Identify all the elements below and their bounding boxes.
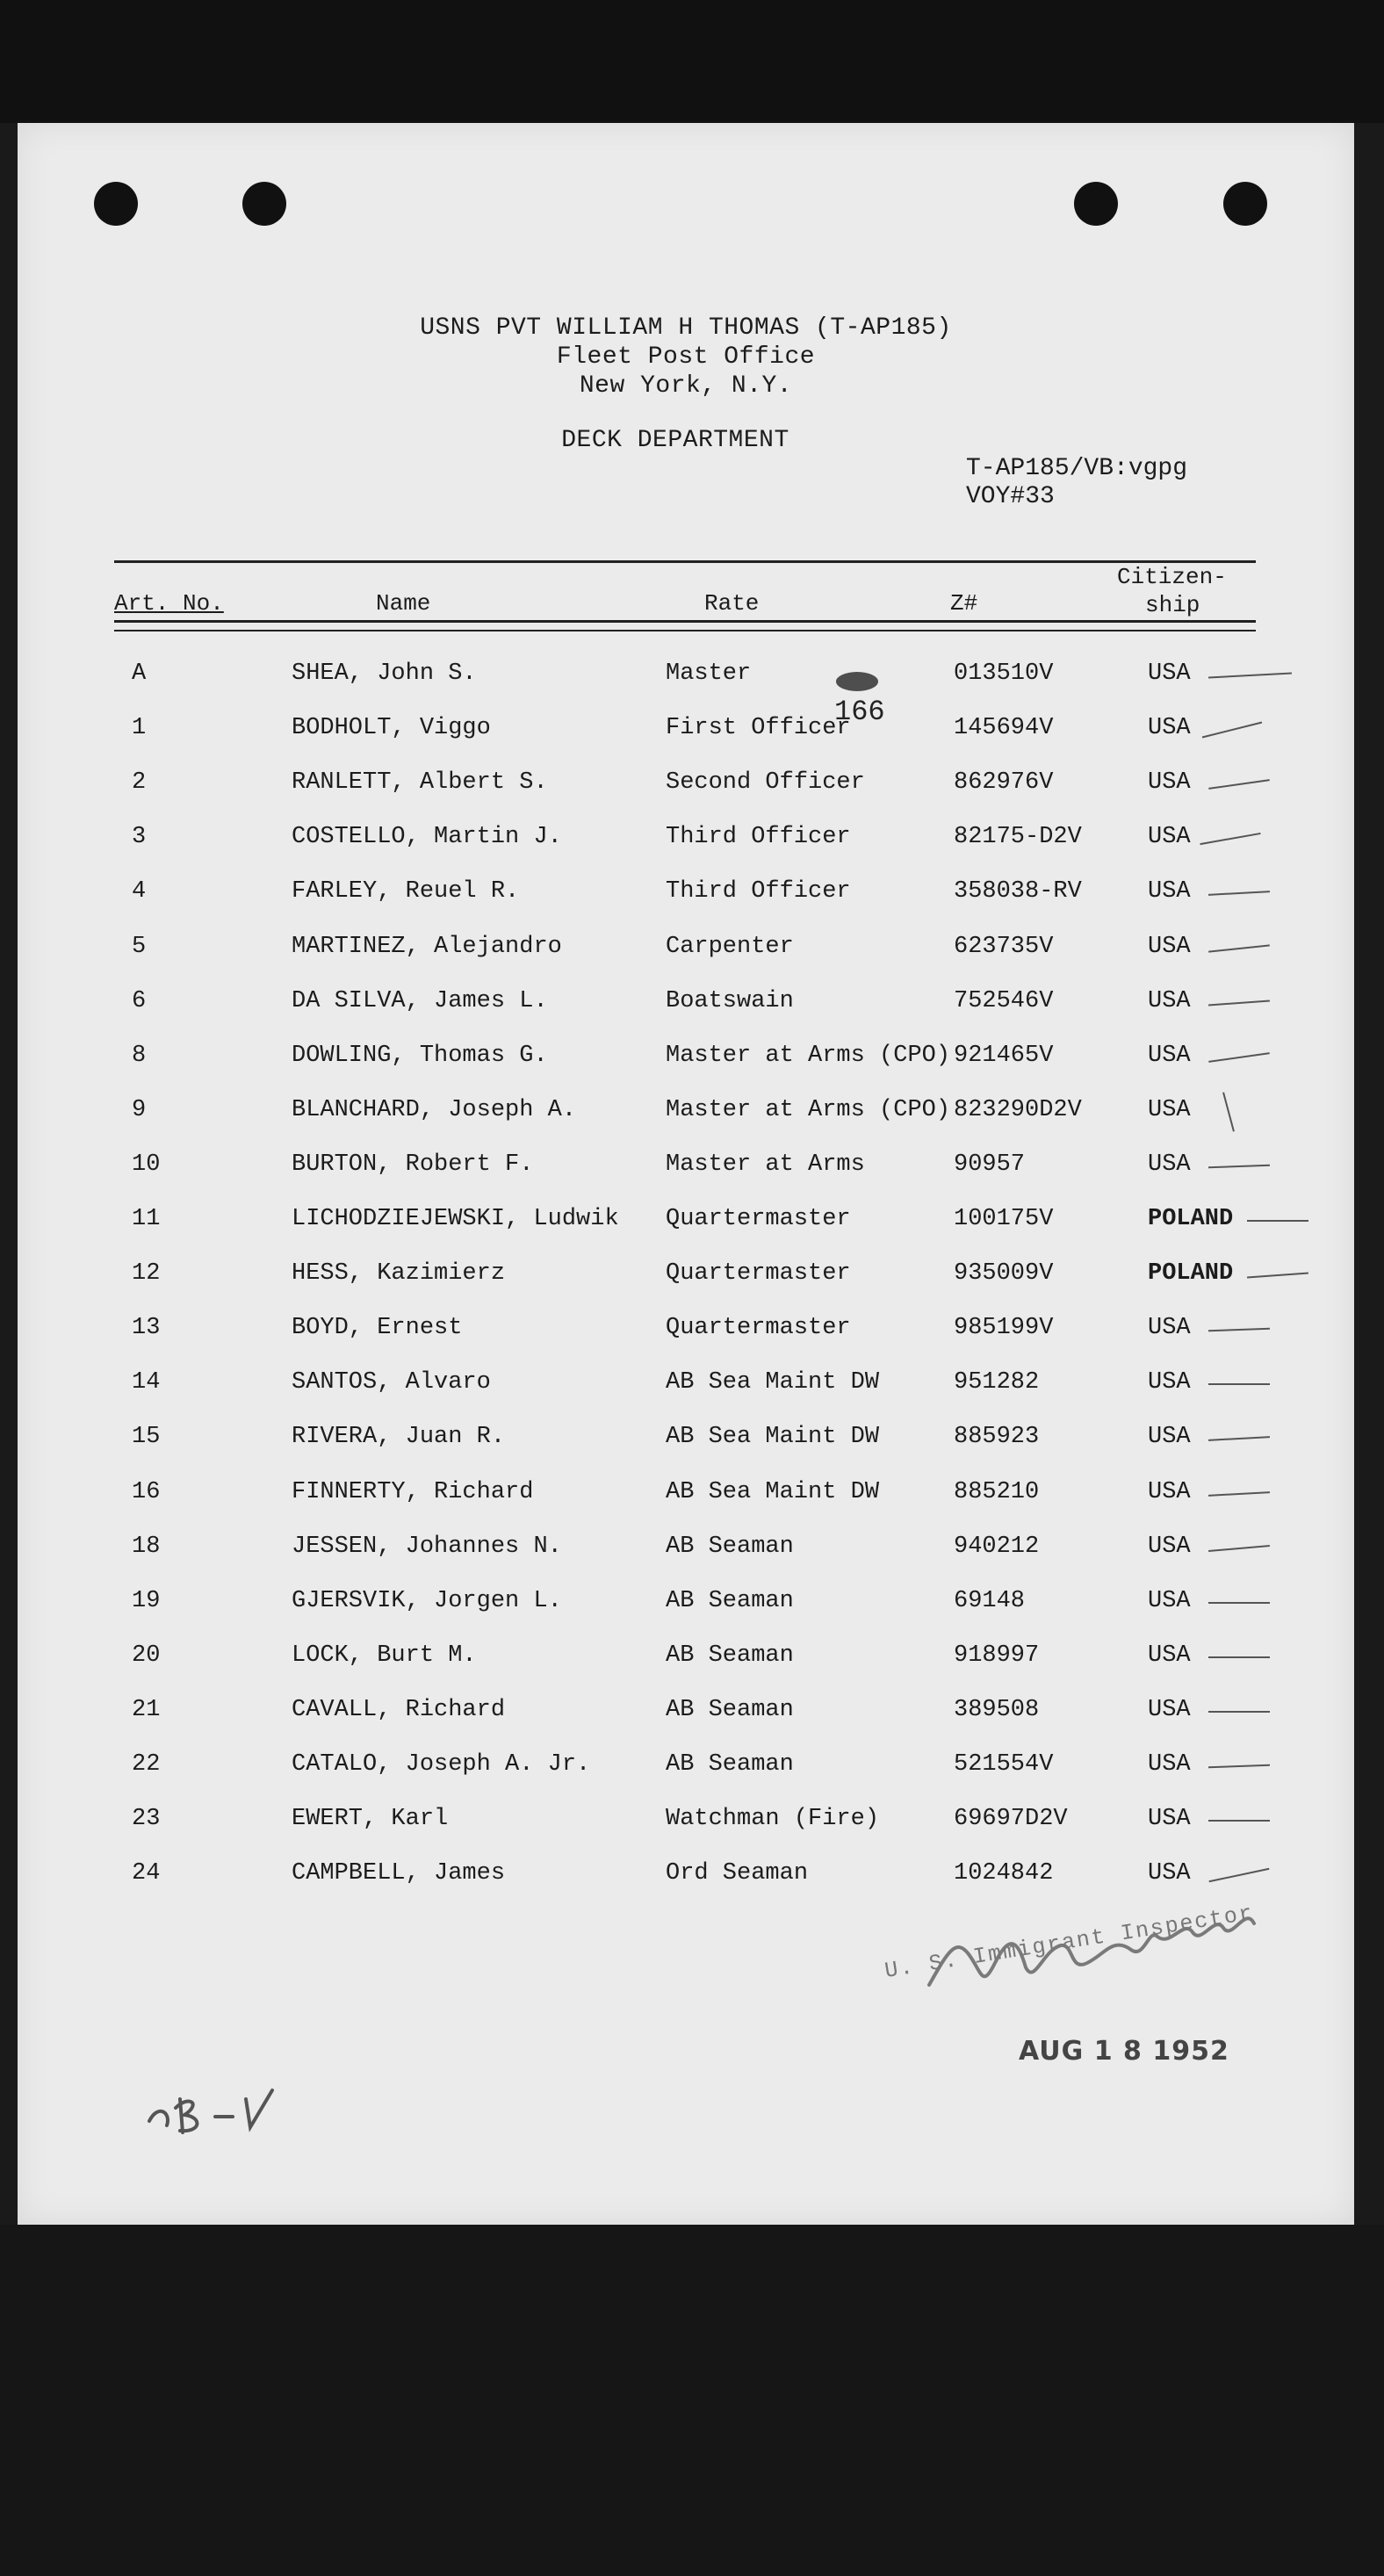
table-cell-citizenship: USA bbox=[1148, 1806, 1191, 1832]
page-number-annotation: 166 bbox=[834, 696, 885, 728]
table-cell-citizenship: USA bbox=[1148, 1697, 1191, 1723]
table-cell-z-number: 935009V bbox=[954, 1260, 1054, 1287]
table-cell-citizenship: USA bbox=[1148, 1097, 1191, 1123]
city: New York, N.Y. bbox=[579, 372, 793, 400]
table-cell-z-number: 90957 bbox=[954, 1151, 1026, 1178]
table-cell-art-no: 22 bbox=[132, 1751, 161, 1778]
table-cell-name: MARTINEZ, Alejandro bbox=[292, 934, 562, 960]
table-header-rule bbox=[114, 630, 1256, 631]
table-cell-name: RANLETT, Albert S. bbox=[292, 769, 548, 796]
table-cell-name: CAVALL, Richard bbox=[292, 1697, 506, 1723]
table-cell-citizenship: USA bbox=[1148, 1860, 1191, 1887]
table-cell-z-number: 885210 bbox=[954, 1479, 1040, 1505]
table-cell-rate: Master at Arms (CPO) bbox=[666, 1043, 951, 1069]
table-cell-rate: AB Sea Maint DW bbox=[666, 1369, 880, 1396]
table-cell-citizenship: USA bbox=[1148, 934, 1191, 960]
table-header-rule bbox=[114, 620, 1256, 623]
table-cell-citizenship: USA bbox=[1148, 1424, 1191, 1450]
column-header-citizenship: ship bbox=[1145, 592, 1200, 618]
check-mark bbox=[1208, 1602, 1270, 1604]
table-cell-citizenship: USA bbox=[1148, 1369, 1191, 1396]
table-cell-name: FINNERTY, Richard bbox=[292, 1479, 534, 1505]
check-mark bbox=[1208, 1491, 1270, 1497]
post-office: Fleet Post Office bbox=[556, 343, 816, 371]
table-cell-name: LOCK, Burt M. bbox=[292, 1642, 477, 1669]
table-cell-rate: AB Sea Maint DW bbox=[666, 1479, 880, 1505]
table-cell-rate: Third Officer bbox=[666, 878, 851, 905]
table-cell-citizenship: USA bbox=[1148, 988, 1191, 1014]
check-mark bbox=[1208, 1052, 1270, 1063]
check-mark bbox=[1208, 1436, 1270, 1441]
check-mark bbox=[1208, 673, 1292, 679]
ink-blot bbox=[836, 672, 878, 691]
scan-border-top bbox=[0, 0, 1384, 123]
table-cell-name: HESS, Kazimierz bbox=[292, 1260, 506, 1287]
punch-hole-icon bbox=[1223, 182, 1267, 226]
column-header-z: Z# bbox=[950, 590, 978, 617]
table-cell-art-no: A bbox=[132, 660, 147, 687]
table-cell-name: BOYD, Ernest bbox=[292, 1315, 463, 1341]
punch-hole-icon bbox=[242, 182, 286, 226]
table-cell-name: COSTELLO, Martin J. bbox=[292, 824, 562, 850]
table-cell-z-number: 862976V bbox=[954, 769, 1054, 796]
stamp-date: AUG 1 8 1952 bbox=[1019, 2036, 1229, 2067]
table-cell-z-number: 358038-RV bbox=[954, 878, 1082, 905]
inspector-stamp: U. S. Immigrant Inspector bbox=[883, 1900, 1256, 1984]
table-top-rule bbox=[114, 560, 1256, 563]
table-cell-art-no: 18 bbox=[132, 1533, 161, 1560]
check-mark bbox=[1208, 1545, 1270, 1552]
table-cell-rate: Quartermaster bbox=[666, 1206, 851, 1232]
table-cell-citizenship: USA bbox=[1148, 1751, 1191, 1778]
table-cell-rate: Carpenter bbox=[666, 934, 794, 960]
table-cell-art-no: 12 bbox=[132, 1260, 161, 1287]
check-mark bbox=[1247, 1220, 1308, 1222]
table-cell-citizenship: USA bbox=[1148, 1043, 1191, 1069]
check-mark bbox=[1208, 1764, 1270, 1768]
check-mark bbox=[1208, 891, 1270, 896]
scan-border-bottom bbox=[0, 2225, 1384, 2576]
table-cell-citizenship: USA bbox=[1148, 1151, 1191, 1178]
table-cell-citizenship: POLAND bbox=[1148, 1260, 1234, 1287]
table-cell-name: SHEA, John S. bbox=[292, 660, 477, 687]
check-mark bbox=[1247, 1273, 1308, 1279]
department-title: DECK DEPARTMENT bbox=[561, 427, 789, 454]
table-cell-art-no: 1 bbox=[132, 715, 147, 741]
punch-hole-icon bbox=[94, 182, 138, 226]
table-cell-rate: Third Officer bbox=[666, 824, 851, 850]
table-cell-name: RIVERA, Juan R. bbox=[292, 1424, 506, 1450]
table-cell-rate: Master at Arms bbox=[666, 1151, 865, 1178]
table-cell-z-number: 940212 bbox=[954, 1533, 1040, 1560]
table-cell-art-no: 21 bbox=[132, 1697, 161, 1723]
table-cell-rate: Watchman (Fire) bbox=[666, 1806, 880, 1832]
table-cell-rate: AB Sea Maint DW bbox=[666, 1424, 880, 1450]
table-cell-citizenship: USA bbox=[1148, 1642, 1191, 1669]
table-cell-art-no: 2 bbox=[132, 769, 147, 796]
document-page bbox=[18, 123, 1354, 2225]
column-header-name: Name bbox=[376, 590, 431, 617]
check-mark bbox=[1209, 1868, 1270, 1883]
handwritten-mark bbox=[141, 2073, 281, 2143]
table-cell-citizenship: USA bbox=[1148, 769, 1191, 796]
table-cell-art-no: 14 bbox=[132, 1369, 161, 1396]
table-cell-art-no: 24 bbox=[132, 1860, 161, 1887]
table-cell-name: DOWLING, Thomas G. bbox=[292, 1043, 548, 1069]
table-cell-z-number: 951282 bbox=[954, 1369, 1040, 1396]
table-cell-z-number: 82175-D2V bbox=[954, 824, 1082, 850]
punch-hole-icon bbox=[1074, 182, 1118, 226]
check-mark bbox=[1208, 1328, 1270, 1331]
table-cell-art-no: 20 bbox=[132, 1642, 161, 1669]
table-cell-rate: AB Seaman bbox=[666, 1642, 794, 1669]
table-cell-rate: Master bbox=[666, 660, 752, 687]
check-mark bbox=[1208, 1711, 1270, 1713]
table-cell-art-no: 9 bbox=[132, 1097, 147, 1123]
table-cell-z-number: 1024842 bbox=[954, 1860, 1054, 1887]
check-mark bbox=[1208, 779, 1270, 790]
table-cell-name: DA SILVA, James L. bbox=[292, 988, 548, 1014]
table-cell-name: GJERSVIK, Jorgen L. bbox=[292, 1588, 562, 1614]
table-cell-z-number: 013510V bbox=[954, 660, 1054, 687]
table-cell-citizenship: USA bbox=[1148, 715, 1191, 741]
table-cell-z-number: 521554V bbox=[954, 1751, 1054, 1778]
column-header-citizenship: Citizen- bbox=[1117, 564, 1227, 590]
table-cell-name: CATALO, Joseph A. Jr. bbox=[292, 1751, 591, 1778]
table-cell-rate: AB Seaman bbox=[666, 1533, 794, 1560]
table-cell-citizenship: POLAND bbox=[1148, 1206, 1234, 1232]
table-cell-rate: Quartermaster bbox=[666, 1315, 851, 1341]
check-mark bbox=[1208, 1000, 1270, 1007]
table-cell-rate: Second Officer bbox=[666, 769, 865, 796]
table-cell-z-number: 69697D2V bbox=[954, 1806, 1068, 1832]
table-cell-rate: AB Seaman bbox=[666, 1588, 794, 1614]
table-cell-rate: Master at Arms (CPO) bbox=[666, 1097, 951, 1123]
table-cell-citizenship: USA bbox=[1148, 660, 1191, 687]
table-cell-art-no: 6 bbox=[132, 988, 147, 1014]
column-header-rate: Rate bbox=[704, 590, 760, 617]
table-cell-z-number: 885923 bbox=[954, 1424, 1040, 1450]
table-cell-z-number: 921465V bbox=[954, 1043, 1054, 1069]
table-cell-name: BLANCHARD, Joseph A. bbox=[292, 1097, 577, 1123]
table-cell-z-number: 918997 bbox=[954, 1642, 1040, 1669]
table-cell-art-no: 4 bbox=[132, 878, 147, 905]
check-mark bbox=[1200, 833, 1260, 845]
voyage-number: VOY#33 bbox=[966, 483, 1055, 510]
table-cell-z-number: 823290D2V bbox=[954, 1097, 1082, 1123]
table-cell-art-no: 13 bbox=[132, 1315, 161, 1341]
table-cell-name: CAMPBELL, James bbox=[292, 1860, 506, 1887]
table-cell-z-number: 752546V bbox=[954, 988, 1054, 1014]
column-header-art-no: Art. No. bbox=[114, 590, 224, 617]
table-cell-art-no: 11 bbox=[132, 1206, 161, 1232]
table-cell-rate: AB Seaman bbox=[666, 1751, 794, 1778]
table-cell-rate: First Officer bbox=[666, 715, 851, 741]
table-cell-name: FARLEY, Reuel R. bbox=[292, 878, 520, 905]
table-cell-citizenship: USA bbox=[1148, 1533, 1191, 1560]
check-mark bbox=[1202, 722, 1262, 739]
table-cell-z-number: 623735V bbox=[954, 934, 1054, 960]
vessel-name: USNS PVT WILLIAM H THOMAS (T-AP185) bbox=[420, 314, 952, 342]
table-cell-art-no: 10 bbox=[132, 1151, 161, 1178]
table-cell-z-number: 69148 bbox=[954, 1588, 1026, 1614]
reference-code: T-AP185/VB:vgpg bbox=[966, 455, 1188, 482]
table-cell-citizenship: USA bbox=[1148, 1588, 1191, 1614]
table-cell-z-number: 145694V bbox=[954, 715, 1054, 741]
table-cell-name: BURTON, Robert F. bbox=[292, 1151, 534, 1178]
table-cell-rate: Ord Seaman bbox=[666, 1860, 809, 1887]
table-cell-rate: AB Seaman bbox=[666, 1697, 794, 1723]
check-mark bbox=[1208, 1165, 1270, 1168]
table-cell-citizenship: USA bbox=[1148, 878, 1191, 905]
table-cell-art-no: 8 bbox=[132, 1043, 147, 1069]
table-cell-art-no: 5 bbox=[132, 934, 147, 960]
table-cell-art-no: 16 bbox=[132, 1479, 161, 1505]
table-cell-z-number: 389508 bbox=[954, 1697, 1040, 1723]
check-mark bbox=[1208, 1820, 1270, 1822]
table-cell-citizenship: USA bbox=[1148, 1315, 1191, 1341]
table-cell-z-number: 985199V bbox=[954, 1315, 1054, 1341]
table-cell-name: BODHOLT, Viggo bbox=[292, 715, 491, 741]
table-cell-citizenship: USA bbox=[1148, 1479, 1191, 1505]
check-mark bbox=[1208, 1383, 1270, 1385]
table-cell-art-no: 19 bbox=[132, 1588, 161, 1614]
table-cell-art-no: 3 bbox=[132, 824, 147, 850]
table-cell-citizenship: USA bbox=[1148, 824, 1191, 850]
table-cell-z-number: 100175V bbox=[954, 1206, 1054, 1232]
table-cell-rate: Quartermaster bbox=[666, 1260, 851, 1287]
table-cell-name: JESSEN, Johannes N. bbox=[292, 1533, 562, 1560]
table-cell-art-no: 23 bbox=[132, 1806, 161, 1832]
check-mark bbox=[1208, 944, 1270, 952]
check-mark bbox=[1222, 1093, 1235, 1132]
table-cell-name: EWERT, Karl bbox=[292, 1806, 449, 1832]
check-mark bbox=[1208, 1656, 1270, 1658]
table-cell-rate: Boatswain bbox=[666, 988, 794, 1014]
table-cell-name: SANTOS, Alvaro bbox=[292, 1369, 491, 1396]
table-cell-art-no: 15 bbox=[132, 1424, 161, 1450]
table-cell-name: LICHODZIEJEWSKI, Ludwik bbox=[292, 1206, 619, 1232]
